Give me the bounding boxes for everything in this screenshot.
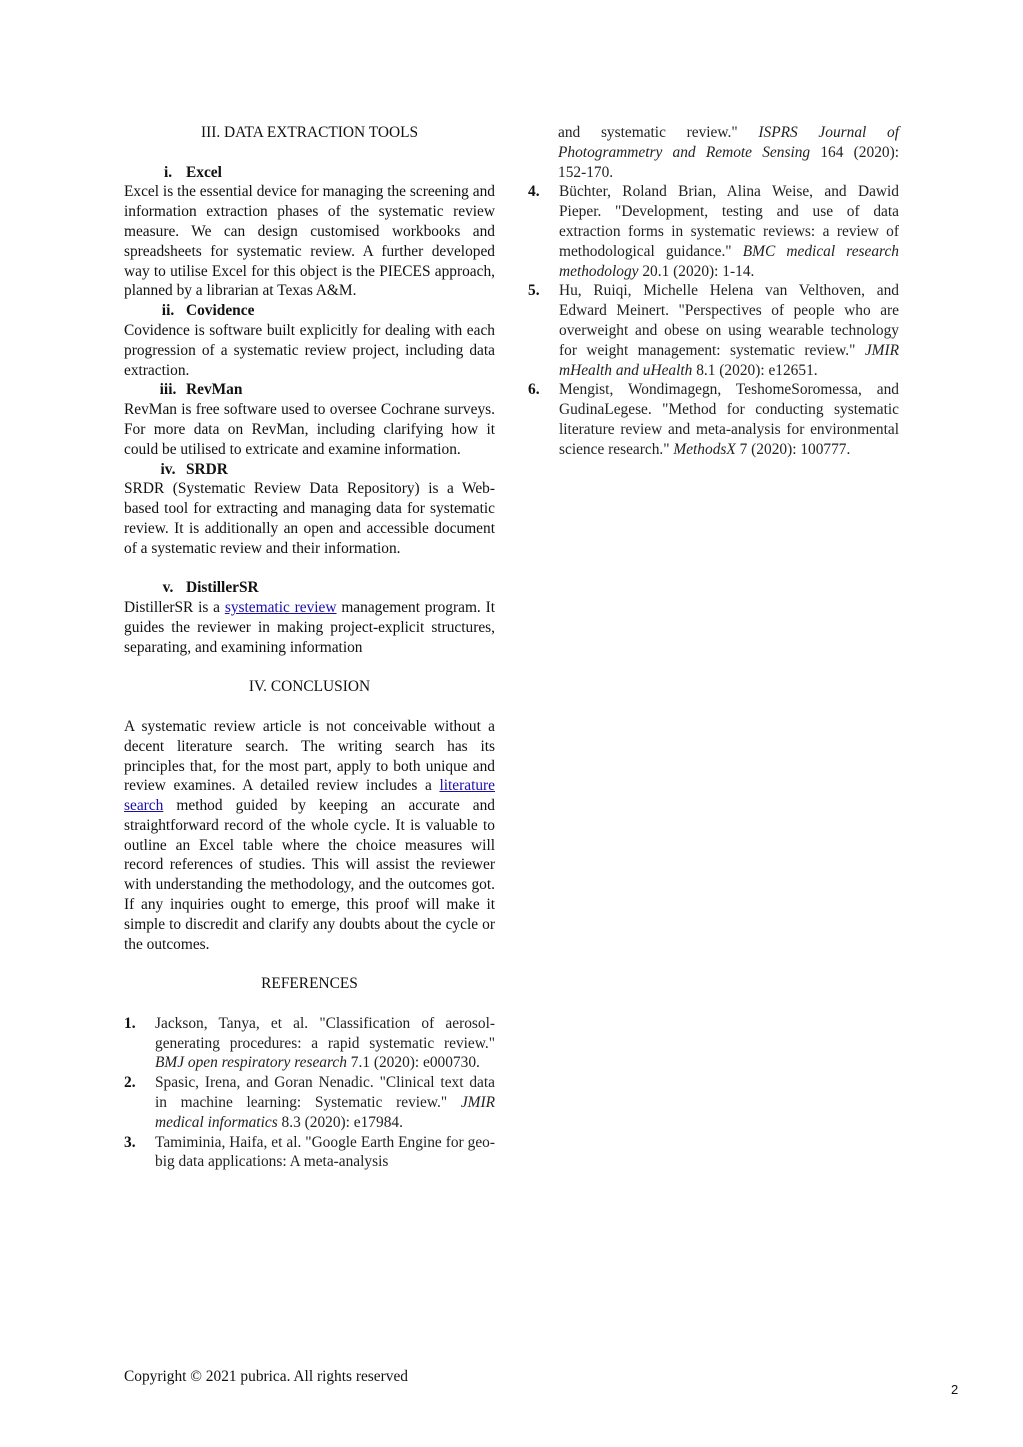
reference-item (124, 1014, 495, 1073)
reference-number: 4. (528, 183, 540, 201)
conclusion-paragraph (124, 717, 495, 955)
reference-text (155, 1133, 495, 1173)
journal-name: ISPRS Journal of Photogrammetry and Remote Sensing (558, 124, 899, 161)
text-span: DistillerSR is a (124, 599, 225, 617)
reference-text (559, 281, 899, 380)
reference-number: 2. (124, 1074, 136, 1092)
text-span: management program. It guides the reviewer in making project-explicit structures, separating, and examining information (124, 599, 496, 656)
reference-text (559, 182, 899, 281)
tool-number: v. (162, 579, 174, 597)
journal-name: BMJ open respiratory research (155, 1054, 347, 1072)
text-span: Hu, Ruiqi, Michelle Helena van Velthoven, and Edward Meinert. "Perspectives of people who are overweight and obese on using wearable technology for weight management: systematic review." (559, 282, 899, 359)
reference-number: 1. (124, 1014, 136, 1032)
reference-number: 6. (528, 381, 540, 399)
reference-number: 3. (124, 1133, 136, 1151)
reference-item (528, 380, 899, 459)
text-span: method guided by keeping an accurate and straightforward record of the whole cycle. It is valuable to outline an Excel table where the choice measures will record references of studies. This will assist the reviewer with understanding the methodology, and the outcomes got. If any inquiries ought to emerge, this proof will make it simple to discredit and clarify any doubts about the cycle or the outcomes. (124, 797, 495, 953)
tool-description-srdr: SRDR (Systematic Review Data Repository) is a Web-based tool for extracting and managing data for systematic review. It is additionally an open and accessible document of a systematic review and their information. (124, 480, 495, 557)
text-span: Büchter, Roland Brian, Alina Weise, and Dawid Pieper. "Development, testing and use of data extraction forms in systematic reviews: a review of methodological guidance." (559, 183, 899, 260)
tool-description-covidence: Covidence is software built explicitly for dealing with each progression of a systematic review project, including data extraction. (124, 321, 495, 379)
section-title-references: REFERENCES (261, 975, 358, 993)
reference-item (528, 182, 899, 281)
text-span: Mengist, Wondimagegn, TeshomeSoromessa, and GudinaLegese. "Method for conducting systematic literature review and meta-analysis for environmental science research." (559, 381, 899, 458)
tool-name: SRDR (186, 460, 228, 478)
reference-text (155, 1073, 495, 1132)
text-span: Jackson, Tanya, et al. "Classification of aerosol-generating procedures: a rapid systematic review." (155, 1014, 495, 1052)
tool-number: i. (163, 163, 173, 181)
text-span: 7.1 (2020): e000730. (346, 1054, 480, 1072)
left-column (124, 123, 495, 1172)
text-span: A systematic review article is not conceivable without a decent literature search. The writing search has its principles that, for the most part, apply to both unique and review examines. A detailed review includes a (124, 717, 495, 795)
tool-number: ii. (161, 302, 175, 320)
tool-description-revman: RevMan is free software used to oversee Cochrane surveys. For more data on RevMan, including clarifying how it could be utilised to extricate and examine information. (124, 401, 495, 458)
copyright-footer: Copyright © 2021 pubrica. All rights reserved (124, 1368, 408, 1385)
journal-name: BMC medical research methodology (559, 242, 899, 280)
literature-search-link[interactable]: literature search (124, 777, 495, 815)
tool-heading-excel (124, 163, 495, 183)
text-span: 20.1 (2020): 1-14. (638, 262, 755, 280)
reference-item (124, 1133, 495, 1173)
tool-heading-covidence (124, 301, 495, 321)
tool-number: iii. (159, 381, 177, 399)
section-title-data-extraction: III. DATA EXTRACTION TOOLS (200, 124, 419, 141)
reference-item (124, 1073, 495, 1132)
reference-text (155, 1014, 495, 1073)
text-span: 8.3 (2020): e17984. (277, 1113, 403, 1131)
text-span: Tamiminia, Haifa, et al. "Google Earth Engine for geo-big data applications: A meta-analysis (155, 1133, 495, 1171)
tool-number: iv. (160, 460, 176, 478)
right-column (528, 123, 899, 460)
page-number: 2 (951, 1382, 959, 1397)
journal-name: JMIR mHealth and uHealth (559, 341, 899, 379)
tool-name: Excel (186, 163, 222, 181)
text-span: and systematic review." (558, 124, 759, 141)
tool-name: Covidence (186, 302, 255, 320)
journal-name: JMIR medical informatics (155, 1094, 495, 1131)
reference-item (528, 281, 899, 380)
tool-heading-srdr (124, 460, 495, 480)
tool-description-distillersr (124, 598, 495, 657)
section-title-conclusion: IV. CONCLUSION (248, 678, 371, 696)
journal-name: MethodsX (673, 440, 736, 458)
tool-name: RevMan (186, 381, 243, 399)
text-span: 8.1 (2020): e12651. (692, 361, 818, 379)
tool-heading-distillersr (124, 578, 495, 598)
text-span: 7 (2020): 100777. (735, 440, 851, 458)
tool-heading-revman (124, 380, 495, 400)
text-span: 164 (2020): 152-170. (558, 143, 899, 181)
tool-description-excel: Excel is the essential device for managing the screening and information extraction phases of the systematic review measure. We can design customised workbooks and spreadsheets for systematic review. A further developed way to utilise Excel for this object is the PIECES approach, planned by a librarian at Texas A&M. (124, 183, 495, 300)
reference-number: 5. (528, 282, 540, 300)
reference-text (559, 380, 899, 459)
systematic-review-link[interactable]: systematic review (224, 599, 337, 617)
tool-name: DistillerSR (186, 579, 259, 597)
reference-continuation (528, 123, 899, 182)
text-span: Spasic, Irena, and Goran Nenadic. "Clinical text data in machine learning: Systematic review." (155, 1074, 495, 1112)
